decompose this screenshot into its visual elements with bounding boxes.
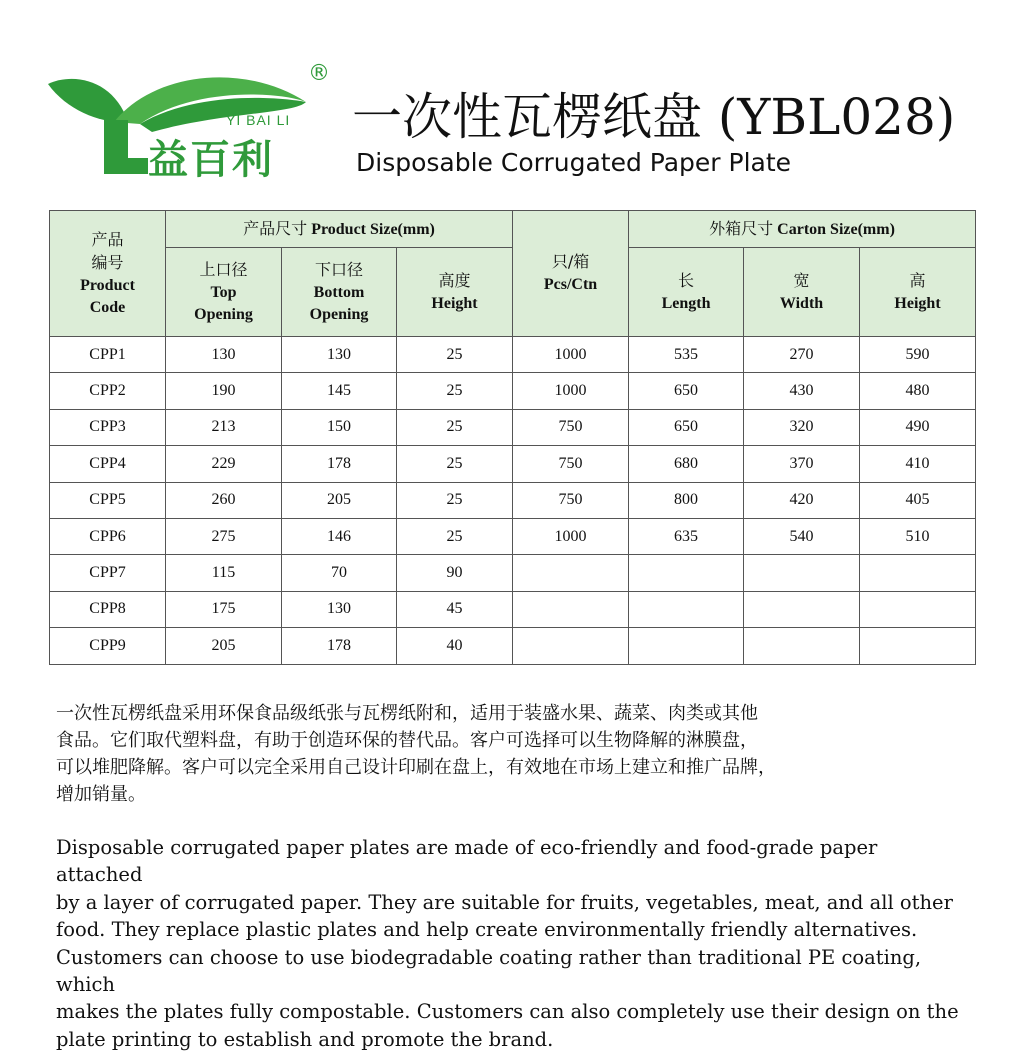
table-row <box>50 628 976 664</box>
cell-carton-height: 510 <box>860 518 976 554</box>
cell-pcs-per-carton <box>513 555 629 591</box>
page-title-chinese: 一次性瓦楞纸盘 (YBL028) <box>352 88 956 146</box>
cell-carton-length <box>629 628 744 664</box>
cell-bottom-opening: 130 <box>282 591 397 627</box>
cell-product-code: CPP5 <box>50 482 166 518</box>
cell-height: 25 <box>397 482 513 518</box>
cell-product-code: CPP2 <box>50 373 166 409</box>
cell-carton-height <box>860 628 976 664</box>
cell-carton-length: 535 <box>629 337 744 373</box>
cell-top-opening: 229 <box>166 446 282 482</box>
cell-carton-width <box>744 555 860 591</box>
table-row <box>50 591 976 627</box>
header-bottom-opening: 下口径 Bottom Opening <box>282 248 397 337</box>
cell-carton-length: 800 <box>629 482 744 518</box>
cell-carton-width: 540 <box>744 518 860 554</box>
cell-top-opening: 205 <box>166 628 282 664</box>
cell-bottom-opening: 146 <box>282 518 397 554</box>
table-row <box>50 409 976 445</box>
cell-top-opening: 115 <box>166 555 282 591</box>
description-line: 可以堆肥降解。客户可以完全采用自己设计印刷在盘上，有效地在市场上建立和推广品牌， <box>56 757 776 778</box>
description-line: 一次性瓦楞纸盘采用环保食品级纸张与瓦楞纸附和，适用于装盛水果、蔬菜、肉类或其他 <box>56 703 758 724</box>
logo-pinyin: YI BAI LI <box>226 112 291 128</box>
cell-top-opening: 175 <box>166 591 282 627</box>
cell-height: 25 <box>397 518 513 554</box>
cell-carton-width: 320 <box>744 409 860 445</box>
header-height: 高度 Height <box>397 248 513 337</box>
cell-bottom-opening: 70 <box>282 555 397 591</box>
cell-bottom-opening: 130 <box>282 337 397 373</box>
cell-product-code: CPP7 <box>50 555 166 591</box>
header-width: 宽 Width <box>744 248 860 337</box>
cell-pcs-per-carton: 750 <box>513 482 629 518</box>
header-length: 长 Length <box>629 248 744 337</box>
header-top-opening: 上口径 Top Opening <box>166 248 282 337</box>
cell-carton-width: 420 <box>744 482 860 518</box>
header-product-code: 产品 编号 Product Code <box>50 211 166 337</box>
cell-pcs-per-carton: 1000 <box>513 337 629 373</box>
cell-product-code: CPP9 <box>50 628 166 664</box>
product-spec-table <box>49 210 976 665</box>
page-title-english: Disposable Corrugated Paper Plate <box>356 148 792 177</box>
cell-pcs-per-carton <box>513 628 629 664</box>
cell-product-code: CPP8 <box>50 591 166 627</box>
brand-logo <box>44 62 344 182</box>
registered-mark: ® <box>308 61 330 86</box>
cell-bottom-opening: 145 <box>282 373 397 409</box>
cell-pcs-per-carton: 1000 <box>513 518 629 554</box>
cell-bottom-opening: 205 <box>282 482 397 518</box>
logo-chinese-name: 益百利 <box>148 137 274 183</box>
cell-product-code: CPP6 <box>50 518 166 554</box>
cell-top-opening: 260 <box>166 482 282 518</box>
cell-pcs-per-carton: 750 <box>513 409 629 445</box>
cell-carton-height: 405 <box>860 482 976 518</box>
cell-top-opening: 213 <box>166 409 282 445</box>
cell-product-code: CPP4 <box>50 446 166 482</box>
cell-height: 25 <box>397 409 513 445</box>
cell-carton-width: 370 <box>744 446 860 482</box>
cell-height: 25 <box>397 337 513 373</box>
cell-height: 90 <box>397 555 513 591</box>
cell-height: 25 <box>397 373 513 409</box>
table-row <box>50 373 976 409</box>
cell-carton-width: 430 <box>744 373 860 409</box>
cell-bottom-opening: 150 <box>282 409 397 445</box>
cell-carton-length: 650 <box>629 409 744 445</box>
cell-carton-length <box>629 555 744 591</box>
description-line: plate printing to establish and promote the brand. <box>56 1027 554 1051</box>
cell-carton-width <box>744 628 860 664</box>
cell-top-opening: 190 <box>166 373 282 409</box>
spec-table-body <box>50 337 976 665</box>
cell-bottom-opening: 178 <box>282 446 397 482</box>
description-line: by a layer of corrugated paper. They are suitable for fruits, vegetables, meat, and all other <box>56 890 953 914</box>
description-line: Disposable corrugated paper plates are made of eco-friendly and food-grade paper attached <box>56 836 878 887</box>
description-line: food. They replace plastic plates and help create environmentally friendly alternatives. <box>56 918 918 942</box>
cell-height: 25 <box>397 446 513 482</box>
table-row <box>50 337 976 373</box>
cell-carton-height <box>860 591 976 627</box>
table-row <box>50 482 976 518</box>
cell-top-opening: 275 <box>166 518 282 554</box>
cell-carton-height: 410 <box>860 446 976 482</box>
description-chinese <box>56 700 956 808</box>
cell-pcs-per-carton: 1000 <box>513 373 629 409</box>
cell-bottom-opening: 178 <box>282 628 397 664</box>
description-line: makes the plates fully compostable. Customers can also completely use their design on the <box>56 1000 959 1024</box>
header-pcs-per-carton: 只/箱 Pcs/Ctn <box>513 211 629 337</box>
cell-carton-length: 650 <box>629 373 744 409</box>
cell-carton-length: 680 <box>629 446 744 482</box>
cell-carton-width: 270 <box>744 337 860 373</box>
cell-pcs-per-carton: 750 <box>513 446 629 482</box>
header-carton-height: 高 Height <box>860 248 976 337</box>
header-carton-size: 外箱尺寸 Carton Size(mm) <box>629 211 976 248</box>
cell-pcs-per-carton <box>513 591 629 627</box>
cell-carton-length: 635 <box>629 518 744 554</box>
description-line: 增加销量。 <box>56 784 146 805</box>
table-row <box>50 446 976 482</box>
table-row <box>50 518 976 554</box>
description-line: 食品。它们取代塑料盘，有助于创造环保的替代品。客户可选择可以生物降解的淋膜盘， <box>56 730 758 751</box>
cell-carton-height: 480 <box>860 373 976 409</box>
cell-carton-height: 590 <box>860 337 976 373</box>
cell-product-code: CPP3 <box>50 409 166 445</box>
cell-height: 45 <box>397 591 513 627</box>
cell-carton-height <box>860 555 976 591</box>
description-english <box>56 834 968 1053</box>
cell-product-code: CPP1 <box>50 337 166 373</box>
cell-carton-height: 490 <box>860 409 976 445</box>
cell-carton-length <box>629 591 744 627</box>
cell-height: 40 <box>397 628 513 664</box>
table-row <box>50 555 976 591</box>
description-line: Customers can choose to use biodegradable coating rather than traditional PE coating, which <box>56 945 922 997</box>
page-header <box>0 0 1024 200</box>
cell-top-opening: 130 <box>166 337 282 373</box>
cell-carton-width <box>744 591 860 627</box>
header-product-size: 产品尺寸 Product Size(mm) <box>166 211 513 248</box>
